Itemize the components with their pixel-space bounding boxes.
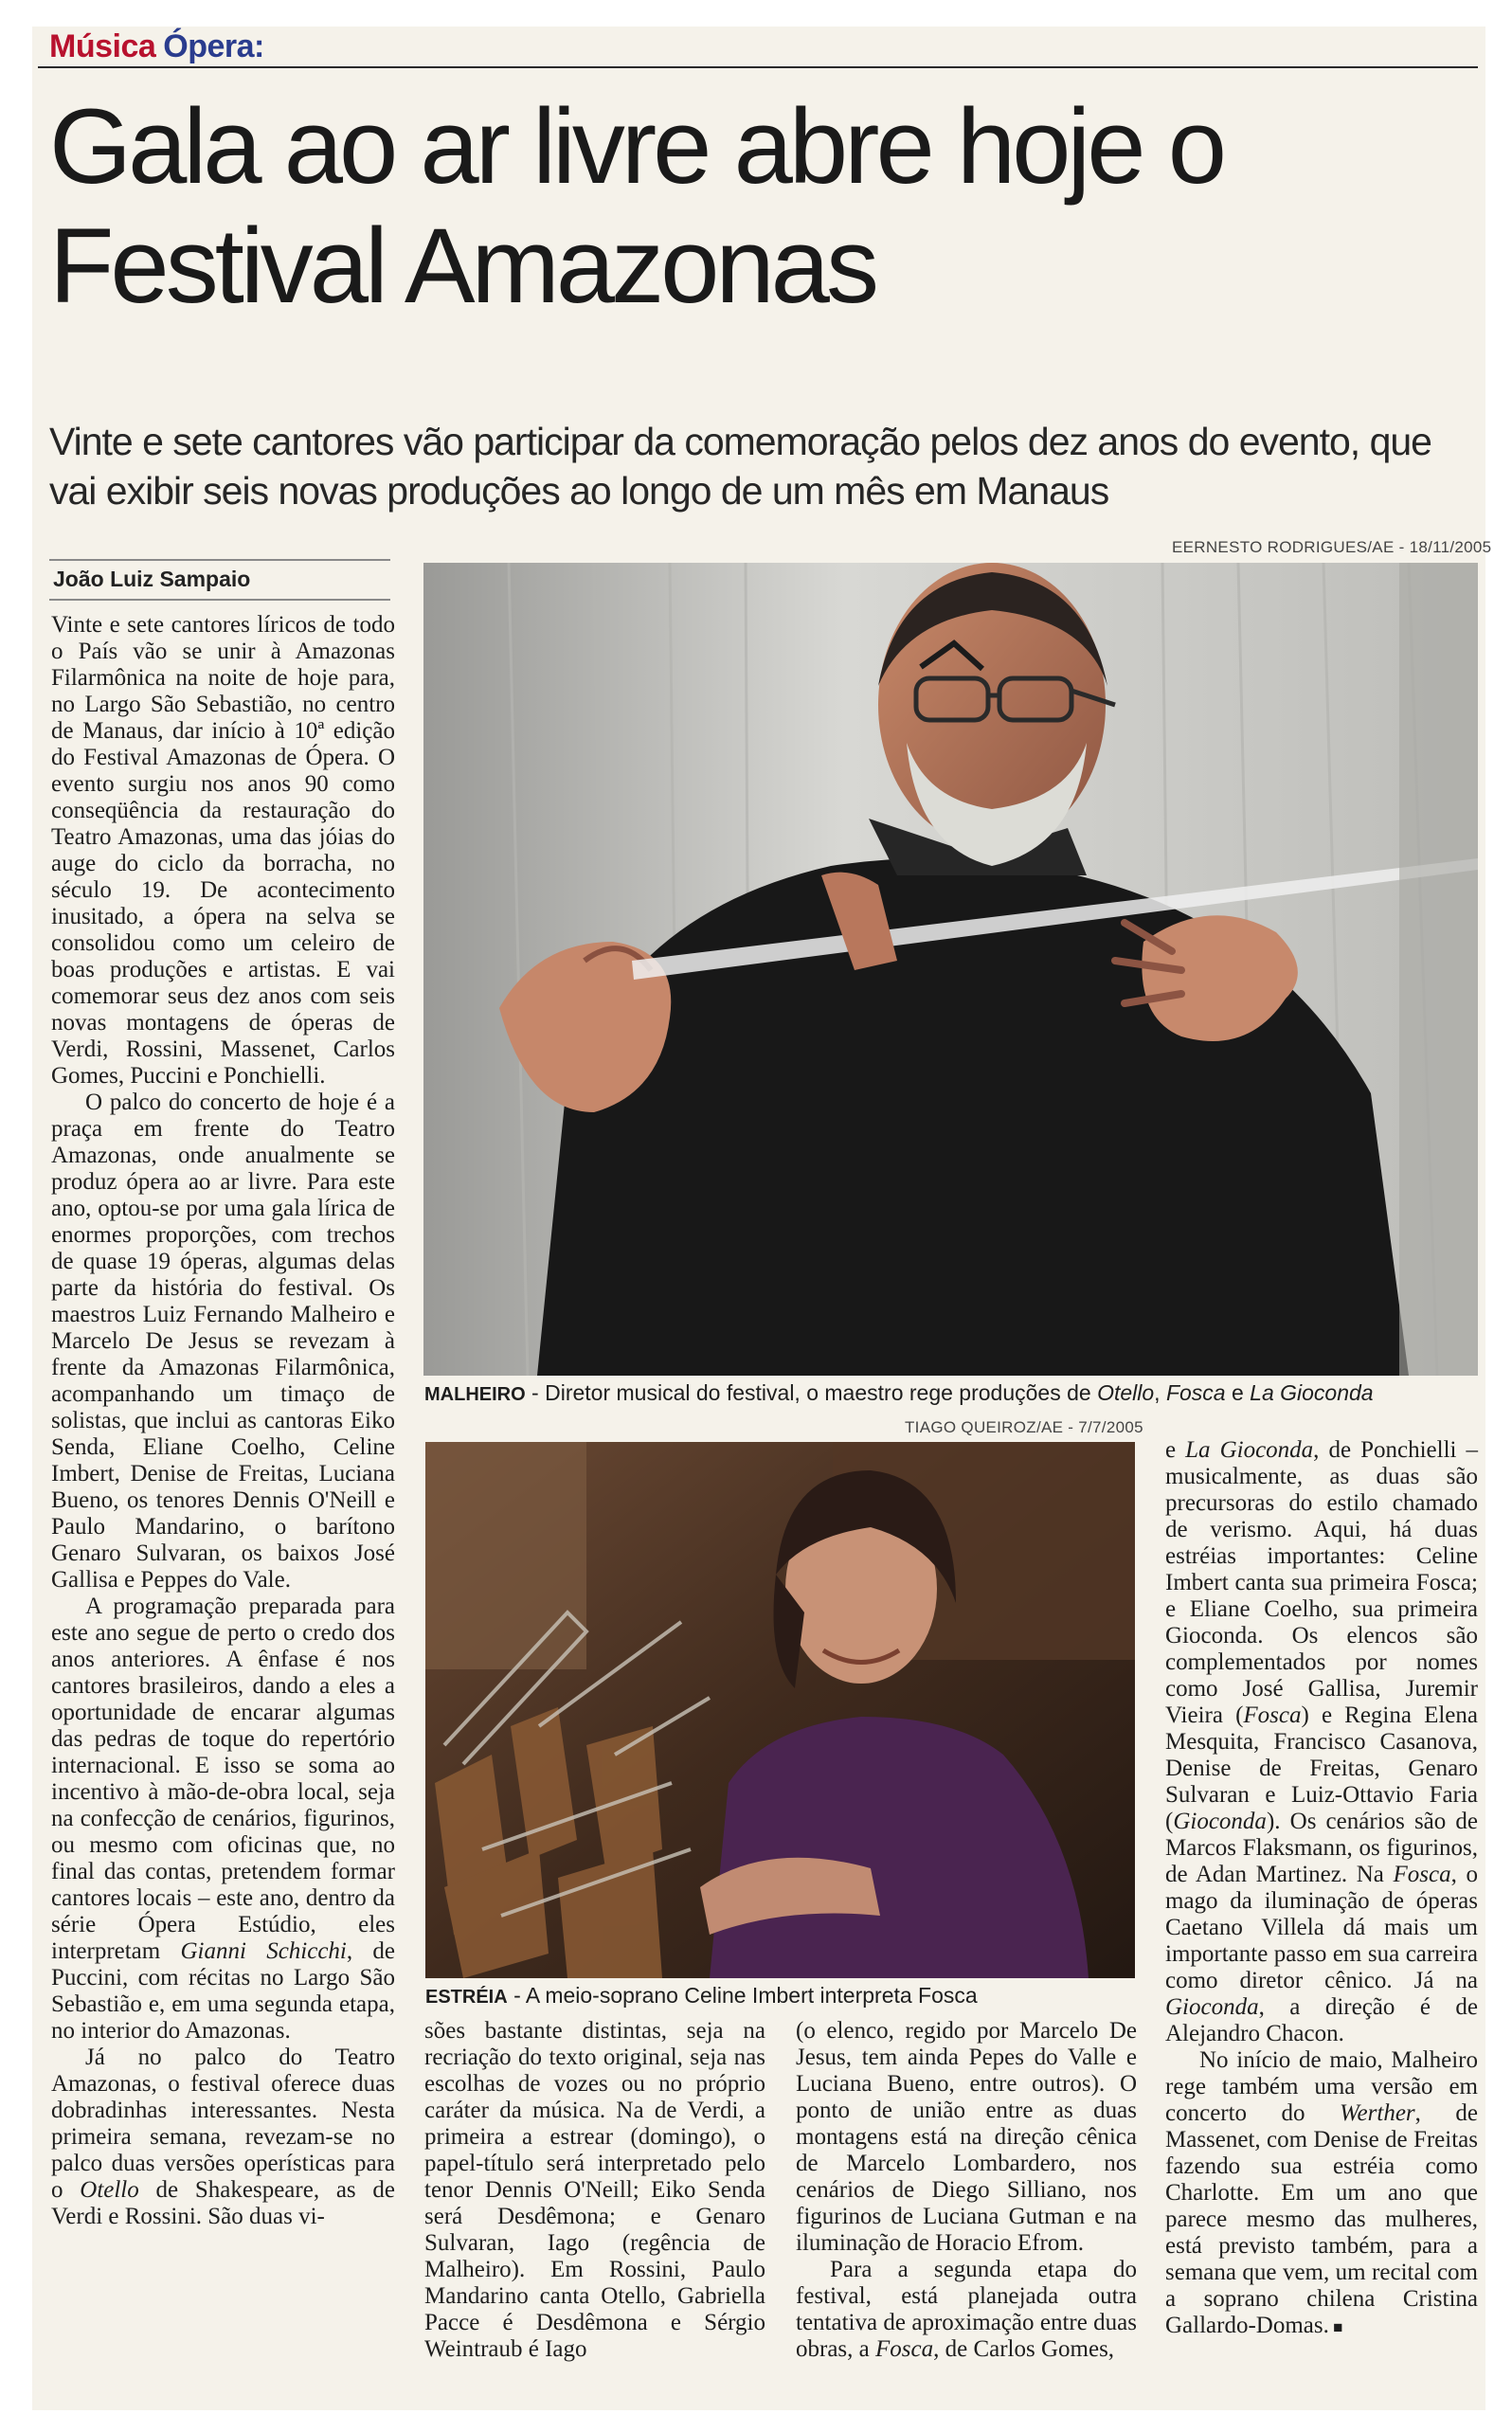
- caption-main-text: Diretor musical do festival, o maestro rege produções de: [545, 1380, 1098, 1405]
- deck: Vinte e sete cantores vão participar da comemoração pelos dez anos do evento, que vai exibir seis novas produções ao longo de um mês em Manaus: [49, 420, 1431, 513]
- caption-second-tag: ESTRÉIA: [425, 1987, 508, 2008]
- body-column-1: [51, 612, 395, 2230]
- opera-title: La Gioconda: [1185, 1437, 1314, 1463]
- caption-second: [425, 1983, 978, 2009]
- opera-title: Gioconda: [1173, 1809, 1267, 1834]
- paragraph-text: , de Carlos Gomes,: [933, 2336, 1115, 2362]
- paragraph-text: ). Os cenários são de Marcos Flaksmann, os figurinos, de Adan Martinez. Na: [1165, 1809, 1478, 1887]
- byline: João Luiz Sampaio: [53, 567, 251, 591]
- photo-credit-main: EERNESTO RODRIGUES/AE - 18/11/2005: [1172, 538, 1492, 556]
- paragraph: [1165, 2047, 1478, 2341]
- paragraph-text: Para a segunda etapa do festival, está planejada outra tentativa de aproximação entre duas obras, a: [796, 2257, 1137, 2362]
- caption-main-dash: -: [525, 1380, 546, 1405]
- caption-main-sep2: e: [1225, 1380, 1251, 1405]
- caption-second-dash: -: [507, 1983, 526, 2008]
- top-rule: [38, 66, 1478, 68]
- paragraph: Vinte e sete cantores líricos de todo o País vão se unir à Amazonas Filarmônica na noite de hoje para, no Largo São Sebastião, no centro de Manaus, dar início à 10ª edição do Festival Amazonas de Ópera. O evento surgiu nos anos 90 como conseqüência da restauração do Teatro Amazonas, uma das jóias do auge do ciclo da borracha, no século 19. De acontecimento inusitado, a ópera na selva se consolidou como um celeiro de boas produções e artistas. E vai comemorar seus dez anos com seis novas montagens de óperas de Verdi, Rossini, Massenet, Carlos Gomes, Puccini e Ponchielli.: [51, 612, 395, 1089]
- opera-title: Werther: [1340, 2100, 1415, 2126]
- singer-photo: [425, 1442, 1135, 1978]
- opera-title: Fosca: [875, 2336, 934, 2362]
- section-label: [49, 28, 264, 65]
- opera-title: Gianni Schicchi: [180, 1938, 347, 1964]
- paragraph-text: , de Puccini, com récitas no Largo São Sebastião e, em uma segunda etapa, no interior do Amazonas.: [51, 1938, 395, 2044]
- byline-rule-bottom: [49, 599, 390, 601]
- conductor-photo: [423, 563, 1478, 1376]
- paragraph-text: , o mago da iluminação de óperas Caetano Villela dá mais um importante passo em sua carreira como diretor cênico. Já na: [1165, 1862, 1478, 1993]
- caption-title-gioconda: La Gioconda: [1250, 1380, 1374, 1405]
- headline: Gala ao ar livre abre hoje o Festival Amazonas: [49, 87, 1223, 325]
- caption-main-sep1: ,: [1154, 1380, 1166, 1405]
- body-column-2: [424, 2018, 765, 2363]
- paragraph: sões bastante distintas, seja na recriação do texto original, seja nas escolhas de vozes ou no próprio caráter da música. Na de Verdi, a primeira a estrear (domingo), o papel-título será interpretado pelo tenor Dennis O'Neill; Eiko Senda será Desdêmona; e Genaro Sulvaran, Iago (regência de Malheiro). Em Rossini, Paulo Mandarino canta Otello, Gabriella Pacce é Desdêmona e Sérgio Weintraub é Iago: [424, 2018, 765, 2362]
- opera-title: Fosca: [1243, 1702, 1302, 1728]
- caption-main-tag: MALHEIRO: [424, 1384, 526, 1405]
- caption-second-text: A meio-soprano Celine Imbert interpreta Fosca: [525, 1983, 978, 2008]
- paragraph: [796, 2257, 1137, 2363]
- paragraph: O palco do concerto de hoje é a praça em frente do Teatro Amazonas, onde anualmente se produz ópera ao ar livre. Para este ano, optou-se por uma gala lírica de enormes proporções, com trechos de quase 19 óperas, algumas delas parte da história do festival. Os maestros Luiz Fernando Malheiro e Marcelo De Jesus se revezam à frente da Amazonas Filarmônica, acompanhando um timaço de solistas, que inclui as cantoras Eiko Senda, Eliane Coelho, Celine Imbert, Denise de Freitas, Luciana Bueno, os tenores Dennis O'Neill e Paulo Mandarino, o barítono Genaro Sulvaran, os baixos José Gallisa e Peppes do Vale.: [51, 1090, 395, 1593]
- paragraph-text: , a direção é de Alejandro Chacon.: [1165, 1994, 1478, 2046]
- opera-title: Otello: [80, 2177, 139, 2203]
- caption-main: [424, 1380, 1374, 1406]
- paragraph: [1165, 1437, 1478, 2047]
- singer-illustration: [425, 1442, 1135, 1978]
- body-column-4: [1165, 1437, 1478, 2341]
- paragraph-text: de Shakespeare, as de Verdi e Rossini. São duas vi-: [51, 2177, 395, 2229]
- paragraph-text: Já no palco do Teatro Amazonas, o festival oferece duas dobradinhas interessantes. Nesta primeira semana, revezam-se no palco duas versões operísticas para o: [51, 2045, 395, 2203]
- section-label-music: Música: [49, 28, 156, 64]
- opera-title: Fosca: [1393, 1862, 1451, 1887]
- body-column-3: [796, 2018, 1137, 2363]
- byline-rule-top: [49, 559, 390, 561]
- paragraph-text: , de Ponchielli – musicalmente, as duas são precursoras do estilo chamado de verismo. Aqui, há duas estréias importantes: Celine Imbert canta sua primeira Fosca; e Eliane Coelho, sua primeira Gioconda. Os elencos são complementados por nomes como José Gallisa, Juremir Vieira (: [1165, 1437, 1478, 1728]
- conductor-illustration: [423, 563, 1478, 1376]
- caption-title-fosca: Fosca: [1165, 1380, 1226, 1405]
- paragraph-text: , de Massenet, com Denise de Freitas fazendo sua estréia como Charlotte. Em um ano que parece mesmo das mulheres, está previsto também, para a semana que vem, um recital com a soprano chilena Cristina Gallardo-Domas.: [1165, 2100, 1478, 2338]
- paragraph: [51, 2045, 395, 2230]
- paragraph: (o elenco, regido por Marcelo De Jesus, tem ainda Pepes do Valle e Luciana Bueno, entre outros). O ponto de união entre as duas montagens está na direção cênica de Marcelo Lombardero, nos cenários de Diego Silliano, nos figurinos de Luciana Gutman e na iluminação de Horacio Efrom.: [796, 2018, 1137, 2256]
- paragraph-text: No início de maio, Malheiro rege também uma versão em concerto do: [1165, 2047, 1478, 2126]
- paragraph-text: ) e Regina Elena Mesquita, Francisco Casanova, Denise de Freitas, Genaro Sulvaran e Luiz-Ottavio Faria (: [1165, 1702, 1478, 1834]
- opera-title: Gioconda: [1165, 1994, 1259, 2020]
- caption-title-otello: Otello: [1097, 1380, 1155, 1405]
- photo-credit-second: TIAGO QUEIROZ/AE - 7/7/2005: [905, 1418, 1143, 1436]
- section-label-opera: Ópera:: [163, 28, 264, 64]
- paragraph-text: A programação preparada para este ano segue de perto o credo dos anos anteriores. A ênfase é nos cantores brasileiros, dando a eles a oportunidade de encarar algumas das pedras de toque do repertório internacional. E isso se soma ao incentivo à mão-de-obra local, seja na confecção de cenários, figurinos, ou mesmo com oficinas que, no final das contas, pretendem formar cantores locais – este ano, dentro da série Ópera Estúdio, eles interpretam: [51, 1594, 395, 1964]
- paragraph-text: e: [1165, 1437, 1177, 1463]
- paragraph: [51, 1594, 395, 2045]
